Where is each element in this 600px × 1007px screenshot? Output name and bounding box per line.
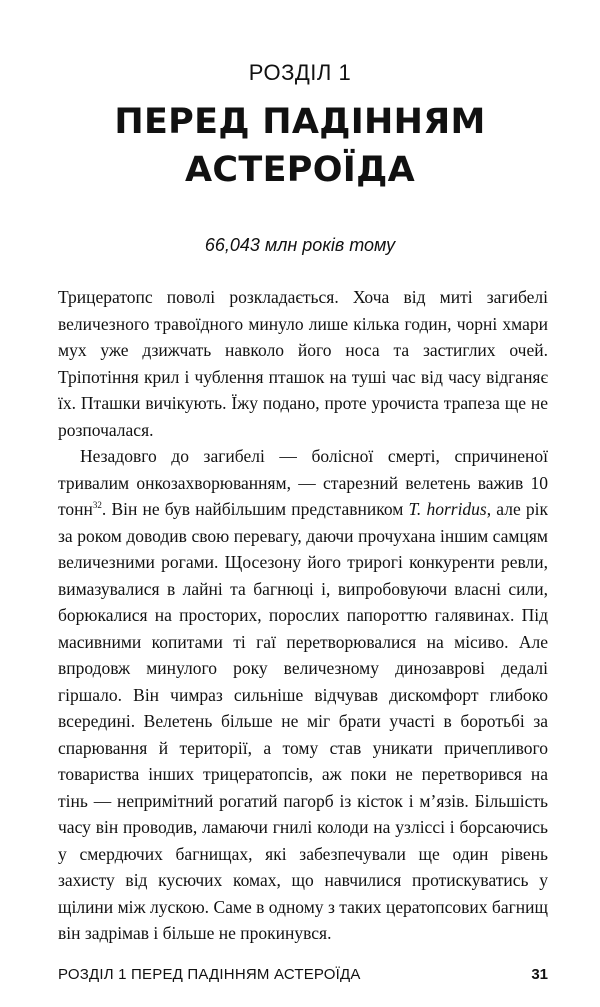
page-number: 31: [531, 966, 548, 983]
footnote-marker[interactable]: 32: [92, 500, 102, 510]
paragraph-2-text-b: . Він не був найбільшим представником: [101, 499, 409, 519]
body-text: [58, 284, 548, 947]
species-name: T. horridus: [408, 499, 487, 519]
chapter-title: [0, 98, 600, 194]
running-title: РОЗДІЛ 1 ПЕРЕД ПАДІННЯМ АСТЕРОЇДА: [58, 966, 361, 983]
paragraph-2-text-c: , але рік за роком доводив свою перевагу, даючи прочухана іншим самцям величезними рогами. Щосезону його трирогі конкуренти ревли, вимазувалися в лайні та багнюці і, випробовуючи власні сили, борюкалися на просторих, порослих папороттю галявинах. Під масивними копитами ті гаї перетворювалися на місиво. Але впродовж минулого року величезному динозаврові дедалі гіршало. Він чимраз сильніше відчував дискомфорт глибоко всередині. Велетень більше не міг брати участі в боротьбі за спарювання й території, а тому став уникати причепливого товариства інших трицератопсів, аж поки не перетворився на тінь — непримітний рогатий пагорб із кісток і м’язів. Більшість часу він проводив, ламаючи гнилі колоди на узліссі і борсаючись у смердючих багнищах, які забезпечували ще один рівень захисту від кусючих комах, що навчилися протискуватись у щілини між лускою. Саме в одному з таких цератопсових багнищ він задрімав і більше не прокинувся.: [58, 499, 548, 943]
paragraph-2: [58, 443, 548, 947]
chapter-title-line-1: ПЕРЕД ПАДІННЯМ: [114, 102, 486, 142]
chapter-title-line-2: АСТЕРОЇДА: [185, 150, 415, 190]
chapter-label: РОЗДІЛ 1: [248, 60, 352, 85]
chapter-date: 66,043 млн років тому: [204, 235, 396, 255]
paragraph-2-text-a: Незадовго до загибелі — болісної смерті, спричиненої тривалим онкозахворюванням, — старезний велетень важив 10 тонн: [58, 446, 548, 519]
paragraph-1: Трицератопс поволі розкладається. Хоча від миті загибелі величезного травоїдного минуло лише кілька годин, чорні хмари мух уже дзижчать навколо його носа та застиглих очей. Тріпотіння крил і чублення пташок на туші час від часу відганяє їх. Пташки вичікують. Їжу подано, проте урочиста трапеза ще не розпочалася.: [58, 287, 548, 440]
page-footer: [58, 966, 548, 983]
